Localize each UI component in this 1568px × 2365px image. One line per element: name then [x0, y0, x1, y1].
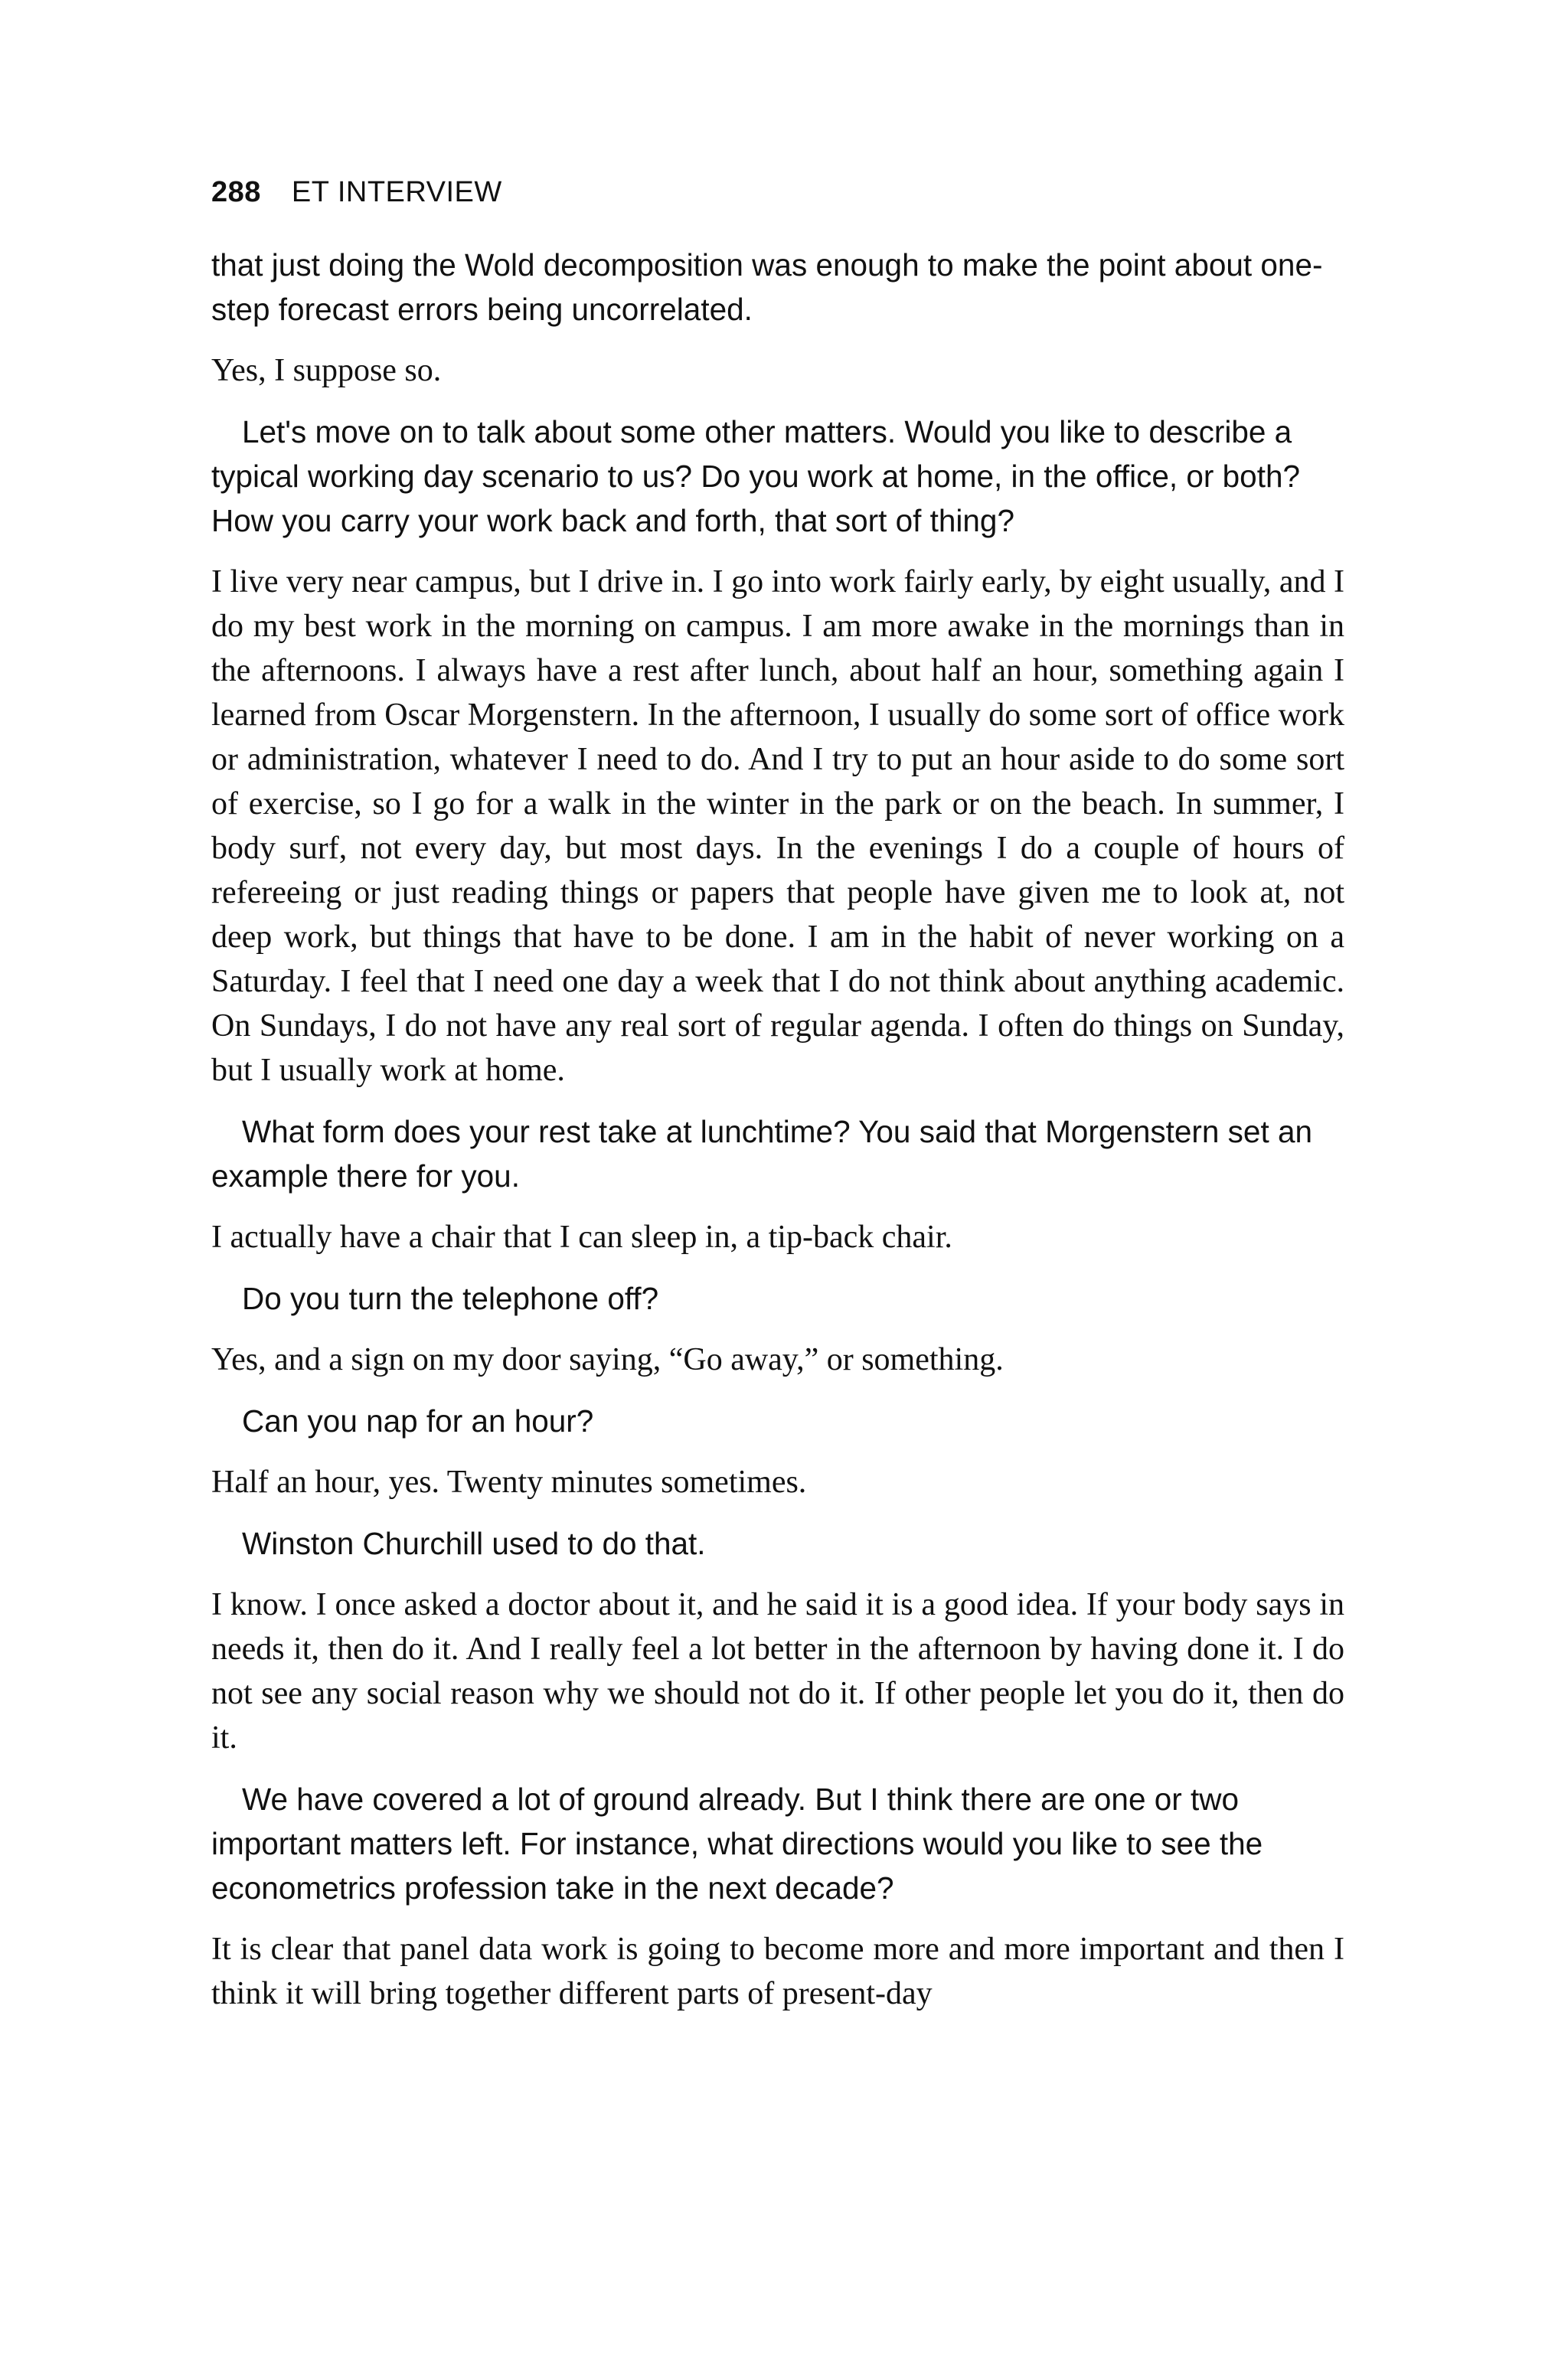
- running-header: [211, 176, 1344, 209]
- question-paragraph: Let's move on to talk about some other matters. Would you like to describe a typical working day scenario to us? Do you work at home, in the office, or both? How you carry your work back and forth, that sort of thing?: [211, 414, 1301, 538]
- document-page: [211, 176, 1344, 2016]
- question-paragraph: Winston Churchill used to do that.: [242, 1526, 706, 1561]
- answer-paragraph: Yes, I suppose so.: [211, 353, 442, 388]
- question-paragraph: that just doing the Wold decomposition was enough to make the point about one-step forecast errors being uncorrelated.: [211, 247, 1323, 327]
- answer-paragraph: Half an hour, yes. Twenty minutes sometimes.: [211, 1465, 807, 1500]
- answer-paragraph: I actually have a chair that I can sleep in, a tip-back chair.: [211, 1220, 952, 1255]
- page-number: 288: [211, 176, 261, 208]
- answer-paragraph: It is clear that panel data work is going to become more and more important and then I think it will bring together different parts of present-day: [211, 1932, 1344, 2011]
- running-title: ET INTERVIEW: [291, 176, 502, 208]
- question-paragraph: Do you turn the telephone off?: [242, 1281, 659, 1316]
- question-paragraph: We have covered a lot of ground already. But I think there are one or two important matters left. For instance, what directions would you like to see the econometrics profession take in the next decade?: [211, 1782, 1263, 1906]
- question-paragraph: What form does your rest take at lunchtime? You said that Morgenstern set an example there for you.: [211, 1114, 1313, 1194]
- answer-paragraph: I know. I once asked a doctor about it, and he said it is a good idea. If your body says in needs it, then do it. And I really feel a lot better in the afternoon by having done it. I do not see any social reason why we should not do it. If other people let you do it, then do it.: [211, 1587, 1344, 1756]
- answer-paragraph: I live very near campus, but I drive in. I go into work fairly early, by eight usually, and I do my best work in the morning on campus. I am more awake in the mornings than in the afternoons. I always have a rest after lunch, about half an hour, something again I learned from Oscar Morgenstern. In the afternoon, I usually do some sort of office work or administration, whatever I need to do. And I try to put an hour aside to do some sort of exercise, so I go for a walk in the winter in the park or on the beach. In summer, I body surf, not every day, but most days. In the evenings I do a couple of hours of refereeing or just reading things or papers that people have given me to look at, not deep work, but things that have to be done. I am in the habit of never working on a Saturday. I feel that I need one day a week that I do not think about anything academic. On Sundays, I do not have any real sort of regular agenda. I often do things on Sunday, but I usually work at home.: [211, 564, 1344, 1088]
- question-paragraph: Can you nap for an hour?: [242, 1403, 594, 1439]
- answer-paragraph: Yes, and a sign on my door saying, “Go away,” or something.: [211, 1342, 1004, 1377]
